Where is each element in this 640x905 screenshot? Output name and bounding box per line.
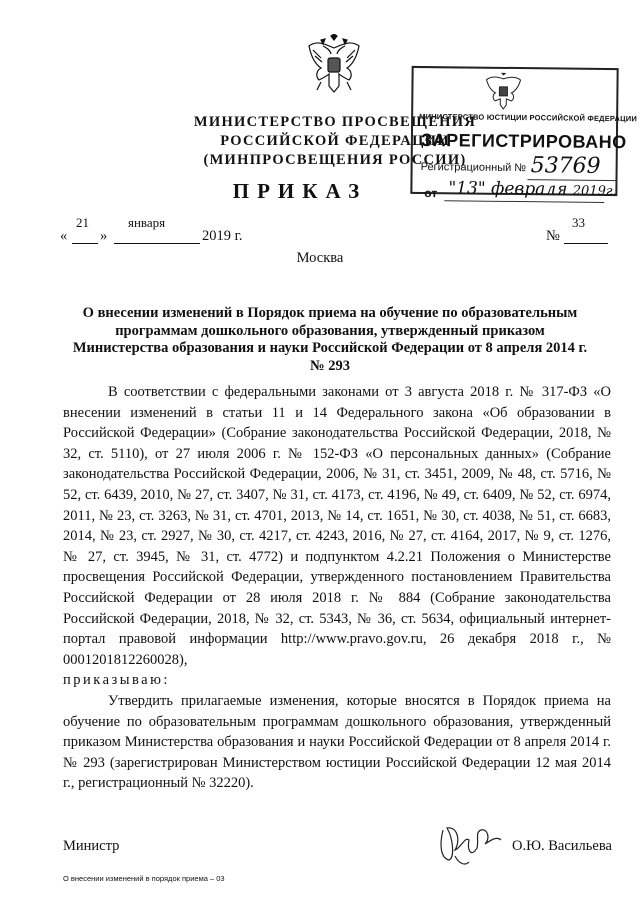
date-month-underline: [114, 243, 200, 244]
ministry-short-name: (МИНПРОСВЕЩЕНИЯ РОССИИ): [203, 152, 467, 168]
stamp-date: [448, 178, 616, 200]
stamp-registered-label: ЗАРЕГИСТРИРОВАНО: [420, 130, 627, 153]
stamp-date-year: 2019г.: [572, 183, 617, 200]
stamp-reg-number-label: Регистрационный №: [420, 161, 527, 175]
signatory-name: О.Ю. Васильева: [512, 838, 612, 854]
date-month: января: [128, 215, 166, 230]
ministry-name-line1: МИНИСТЕРСТВО ПРОСВЕЩЕНИЯ: [193, 114, 477, 130]
coat-of-arms-emblem: [307, 34, 361, 96]
document-title: О внесении изменений в Порядок приема на обучение по образовательным программам дошкольного образования, утвержденный приказом Министерства образования и науки Российской Федерации от 8 апреля 2014 г. № 293: [72, 305, 588, 374]
date-day-underline: [72, 243, 98, 244]
document-type: ПРИКАЗ: [232, 179, 368, 203]
order-number-label: №: [546, 228, 560, 244]
date-close-quote: »: [100, 228, 108, 244]
body-paragraph-1: В соответствии с федеральными законами от 3 августа 2018 г. № 317-ФЗ «О внесении изменений в статьи 11 и 14 Федерального закона «Об образовании в Российской Федерации» (Собрание законодательства Российской Федерации, 2018, № 32, ст. 5110), от 27 июля 2006 г. № 152-ФЗ «О персональных данных» (Собрание законодательства Российской Федерации, 2006, № 31, ст. 3451, 2009, № 48, ст. 5716, № 52, ст. 6439, 2010, № 27, ст. 3407, № 31, ст. 4173, ст. 4196, № 49, ст. 6409, № 52, ст. 6974, 2011, № 23, ст. 3263, № 31, ст. 4701, 2013, № 14, ст. 1651, № 30, ст. 4038, № 51, ст. 6683, 2014, № 23, ст. 2927, № 30, ст. 4217, ст. 4243, 2016, № 27, ст. 4164, 2017, № 9, ст. 1276, № 27, ст. 3945, № 31, ст. 4772) и подпунктом 4.2.21 Положения о Министерстве просвещения Российской Федерации, утвержденного постановлением Правительства Российской Федерации от 28 июля 2018 г. № 884 (Собрание законодательства Российской Федерации, 2018, № 32, ст. 5343, № 36, ст. 5634, официальный интернет-портал правовой информации http://www.pravo.gov.ru, 26 декабря 2018 г., № 0001201812260028),: [63, 384, 611, 668]
ministry-name-line2: РОССИЙСКОЙ ФЕДЕРАЦИИ: [220, 133, 450, 149]
order-number: 33: [572, 215, 585, 230]
date-year: 2019 г.: [202, 228, 243, 244]
registration-stamp: [410, 66, 638, 201]
order-date-line: [60, 215, 620, 243]
date-open-quote: «: [60, 228, 68, 244]
stamp-reg-number: 53769: [530, 153, 601, 179]
city: Москва: [296, 250, 344, 266]
stamp-organization: МИНИСТЕРСТВО ЮСТИЦИИ РОССИЙСКОЙ ФЕДЕРАЦИИ: [419, 112, 638, 124]
handwritten-signature: [435, 818, 505, 868]
document-body: [63, 382, 611, 794]
stamp-date-underline: [444, 200, 604, 203]
stamp-date-prefix: от: [424, 186, 438, 201]
stamp-date-handwritten: "13" февраля: [448, 178, 568, 200]
footer-note: О внесении изменений в порядок приема – 03: [63, 874, 225, 883]
body-paragraph-2: Утвердить прилагаемые изменения, которые вносятся в Порядок приема на обучение по образовательным программам дошкольного образования, утвержденный приказом Министерства образования и науки Российской Федерации от 8 апреля 2014 г. № 293 (зарегистрирован Министерством юстиции Российской Федерации 12 мая 2014 г., регистрационный № 32220).: [63, 692, 611, 792]
stamp-emblem-icon: [483, 73, 523, 113]
order-word: приказываю:: [63, 672, 170, 689]
order-number-underline: [564, 243, 608, 244]
signatory-position: Министр: [63, 838, 120, 854]
date-day: 21: [76, 215, 89, 230]
